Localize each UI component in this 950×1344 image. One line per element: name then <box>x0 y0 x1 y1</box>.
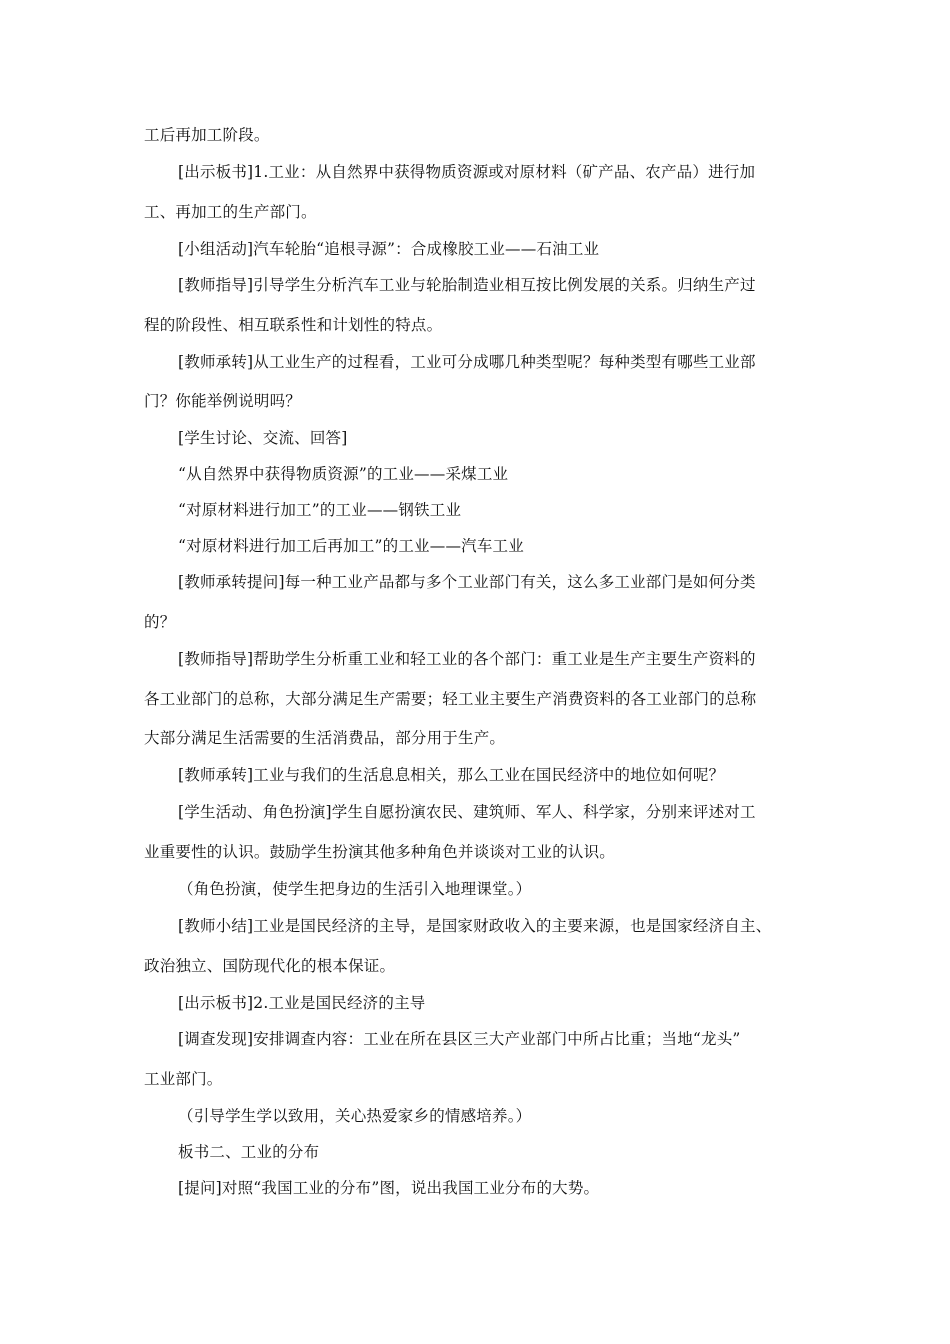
text-line: [教师指导]引导学生分析汽车工业与轮胎制造业相互按比例发展的关系。归纳生产过 <box>178 276 756 294</box>
text-line: 政治独立、国防现代化的根本保证。 <box>144 957 396 975</box>
text-line: [教师承转]从工业生产的过程看，工业可分成哪几种类型呢？每种类型有哪些工业部 <box>178 353 756 371</box>
text-line: 大部分满足生活需要的生活消费品，部分用于生产。 <box>144 729 506 747</box>
text-line: 工后再加工阶段。 <box>144 126 270 144</box>
text-line: （引导学生学以致用，关心热爱家乡的情感培养。） <box>178 1107 532 1125</box>
text-line: [教师小结]工业是国民经济的主导，是国家财政收入的主要来源，也是国家经济自主、 <box>178 917 772 935</box>
text-line: 程的阶段性、相互联系性和计划性的特点。 <box>144 316 443 334</box>
text-line: “对原材料进行加工”的工业——钢铁工业 <box>178 501 462 519</box>
text-line: [教师承转提问]每一种工业产品都与多个工业部门有关，这么多工业部门是如何分类 <box>178 573 756 591</box>
text-line: [调查发现]安排调查内容：工业在所在县区三大产业部门中所占比重；当地“龙头” <box>178 1030 741 1048</box>
text-line: 板书二、工业的分布 <box>178 1143 320 1161</box>
text-line: “从自然界中获得物质资源”的工业——采煤工业 <box>178 465 509 483</box>
text-line: [学生活动、角色扮演]学生自愿扮演农民、建筑师、军人、科学家，分别来评述对工 <box>178 803 756 821</box>
text-line: [出示板书]1.工业：从自然界中获得物质资源或对原材料（矿产品、农产品）进行加 <box>178 163 756 181</box>
text-line: （角色扮演，使学生把身边的生活引入地理课堂。） <box>178 880 532 898</box>
text-line: “对原材料进行加工后再加工”的工业——汽车工业 <box>178 537 524 555</box>
text-line: 门？你能举例说明吗？ <box>144 392 302 410</box>
text-line: [学生讨论、交流、回答] <box>178 429 348 447</box>
text-line: 的？ <box>144 613 176 631</box>
text-line: [教师指导]帮助学生分析重工业和轻工业的各个部门：重工业是生产主要生产资料的 <box>178 650 756 668</box>
text-line: 工、再加工的生产部门。 <box>144 203 317 221</box>
text-line: [教师承转]工业与我们的生活息息相关，那么工业在国民经济中的地位如何呢？ <box>178 766 725 784</box>
text-line: 各工业部门的总称，大部分满足生产需要；轻工业主要生产消费资料的各工业部门的总称 <box>144 690 757 708</box>
text-line: 工业部门。 <box>144 1070 223 1088</box>
text-line: [小组活动]汽车轮胎“追根寻源”：合成橡胶工业——石油工业 <box>178 240 600 258</box>
text-line: 业重要性的认识。鼓励学生扮演其他多种角色并谈谈对工业的认识。 <box>144 843 616 861</box>
text-line: [出示板书]2.工业是国民经济的主导 <box>178 994 426 1012</box>
text-line: [提问]对照“我国工业的分布”图，说出我国工业分布的大势。 <box>178 1179 600 1197</box>
